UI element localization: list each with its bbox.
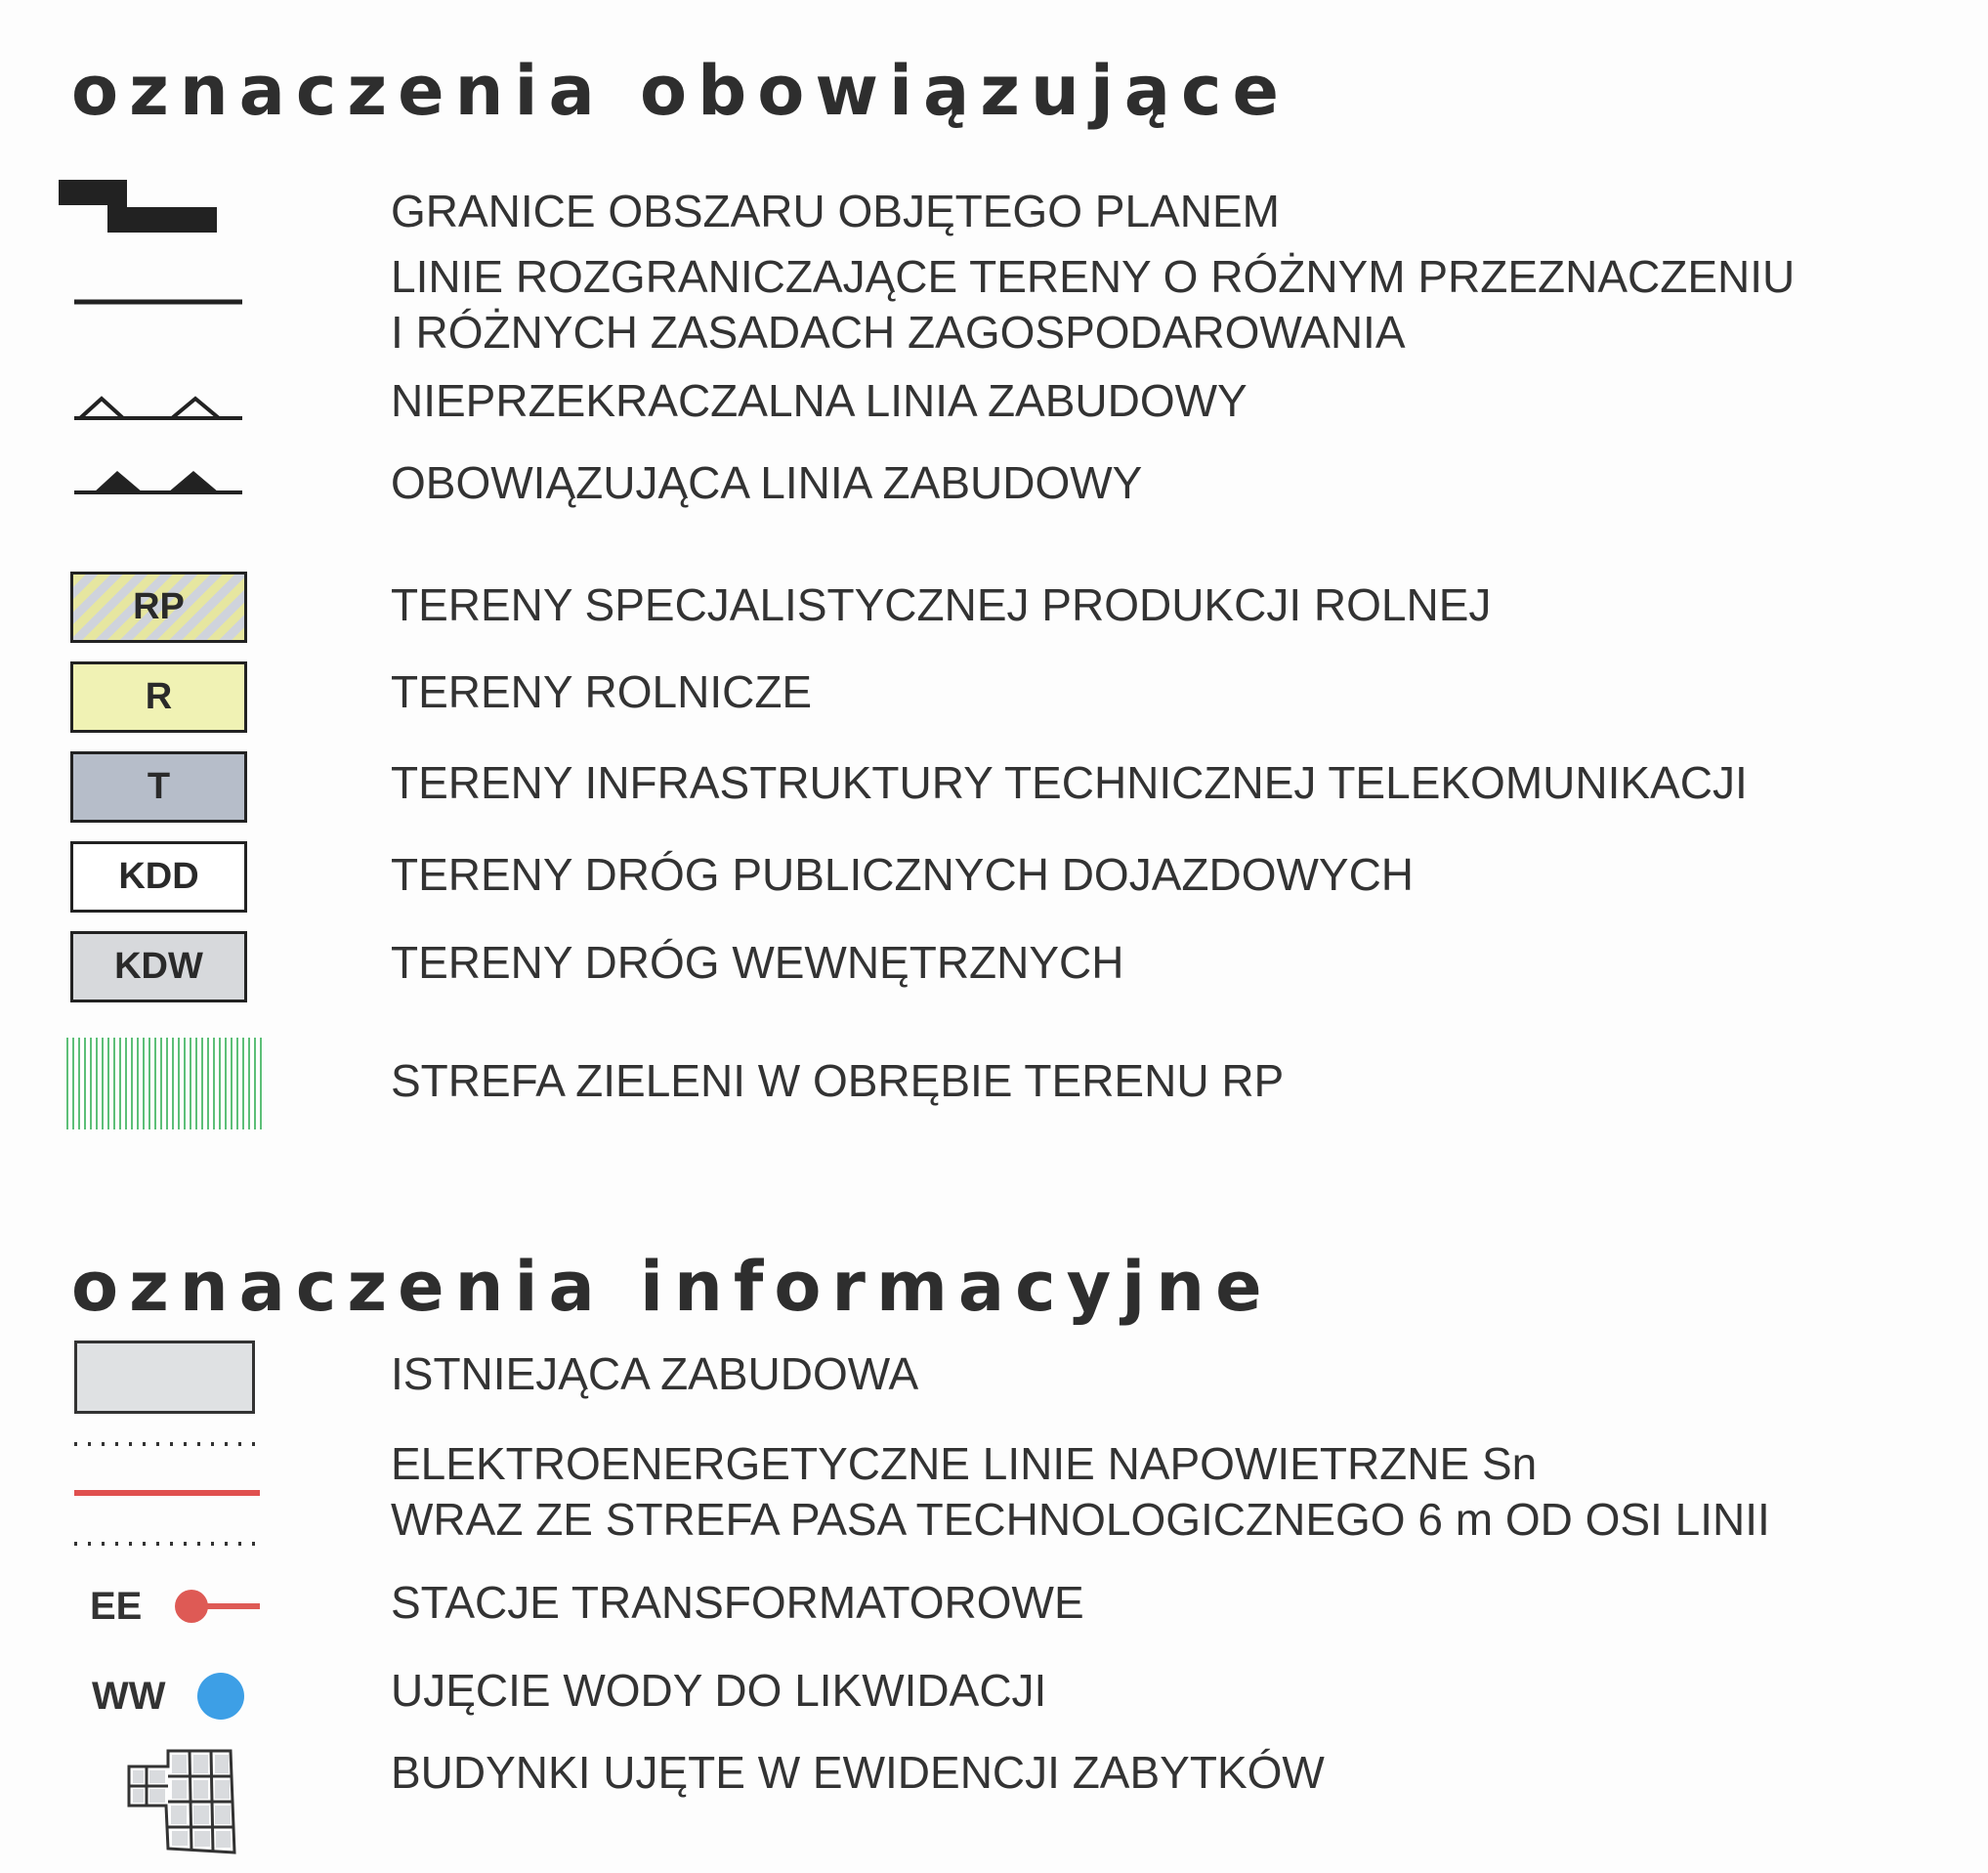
swatch-r — [70, 661, 247, 733]
label-kdw: TERENY DRÓG WEWNĘTRZNYCH — [391, 937, 1124, 988]
code-ww: WW — [92, 1675, 166, 1718]
legend-row-green-zone — [0, 1038, 1988, 1131]
swatch-rp — [70, 572, 247, 643]
label-plan-boundary: GRANICE OBSZARU OBJĘTEGO PLANEM — [391, 186, 1280, 236]
legend-row-t — [0, 751, 1988, 830]
thin-line-icon — [0, 249, 254, 366]
red-line-with-dotted-edges-icon — [0, 1430, 274, 1548]
swatch-green-zone — [66, 1038, 262, 1129]
label-max-building-line: NIEPRZEKRACZALNA LINIA ZABUDOWY — [391, 375, 1248, 426]
label-demarcation-line-2: I RÓŻNYCH ZASADACH ZAGOSPODAROWANIA — [391, 307, 1406, 358]
section-heading-informational: oznaczenia informacyjne — [71, 1247, 1273, 1327]
label-water-intake: UJĘCIE WODY DO LIKWIDACJI — [391, 1665, 1047, 1716]
label-green-zone: STREFA ZIELENI W OBRĘBIE TERENU RP — [391, 1055, 1285, 1106]
section-heading-obligatory: oznaczenia obowiązujące — [71, 51, 1290, 131]
label-power-lines — [391, 1436, 1770, 1548]
label-transformer-stations: STACJE TRANSFORMATOROWE — [391, 1577, 1084, 1628]
legend-row-kdw — [0, 931, 1988, 1009]
label-r: TERENY ROLNICZE — [391, 666, 813, 717]
label-monuments: BUDYNKI UJĘTE W EWIDENCJI ZABYTKÓW — [391, 1747, 1325, 1798]
thick-stepped-line-icon — [0, 168, 254, 238]
grid-building-icon — [0, 1737, 274, 1854]
label-rp: TERENY SPECJALISTYCZNEJ PRODUKCJI ROLNEJ — [391, 579, 1492, 630]
code-kdd: KDD — [118, 856, 199, 897]
label-power-lines-2: WRAZ ZE STREFA PASA TECHNOLOGICZNEGO 6 m OD OSI LINII — [391, 1494, 1770, 1545]
label-t: TERENY INFRASTRUKTURY TECHNICZNEJ TELEKOMUNIKACJI — [391, 757, 1748, 808]
legend-row-power-lines — [0, 1430, 1988, 1548]
label-mandatory-building-line: OBOWIĄZUJĄCA LINIA ZABUDOWY — [391, 457, 1143, 508]
swatch-existing-buildings — [74, 1341, 255, 1414]
legend-row-demarcation-lines — [0, 249, 1988, 366]
legend-row-kdd — [0, 841, 1988, 919]
swatch-t — [70, 751, 247, 823]
red-circle-with-line-icon — [0, 1575, 274, 1643]
code-kdw: KDW — [114, 946, 203, 987]
code-ee: EE — [90, 1585, 143, 1628]
filled-triangles-line-icon — [0, 455, 254, 514]
legend-row-existing-buildings — [0, 1341, 1988, 1417]
legend-row-mandatory-building-line — [0, 455, 1988, 514]
code-t: T — [147, 766, 171, 807]
label-existing-buildings: ISTNIEJĄCA ZABUDOWA — [391, 1348, 919, 1399]
blue-dot-icon — [0, 1663, 274, 1731]
open-triangles-line-icon — [0, 373, 254, 432]
swatch-kdw — [70, 931, 247, 1002]
code-rp: RP — [133, 586, 185, 627]
legend-row-water-intake — [0, 1663, 1988, 1731]
legend-row-rp — [0, 572, 1988, 650]
legend-row-plan-boundary — [0, 168, 1988, 238]
code-r: R — [145, 676, 173, 717]
legend-row-monuments — [0, 1737, 1988, 1854]
swatch-kdd — [70, 841, 247, 913]
label-power-lines-1: ELEKTROENERGETYCZNE LINIE NAPOWIETRZNE Sn — [391, 1438, 1538, 1489]
label-demarcation-line-1: LINIE ROZGRANICZAJĄCE TERENY O RÓŻNYM PRZEZNACZENIU — [391, 251, 1796, 302]
label-demarcation-lines — [391, 249, 1795, 361]
legend-row-max-building-line — [0, 373, 1988, 432]
legend-row-r — [0, 661, 1988, 740]
label-kdd: TERENY DRÓG PUBLICZNYCH DOJAZDOWYCH — [391, 849, 1415, 900]
legend-row-transformer-stations — [0, 1575, 1988, 1643]
